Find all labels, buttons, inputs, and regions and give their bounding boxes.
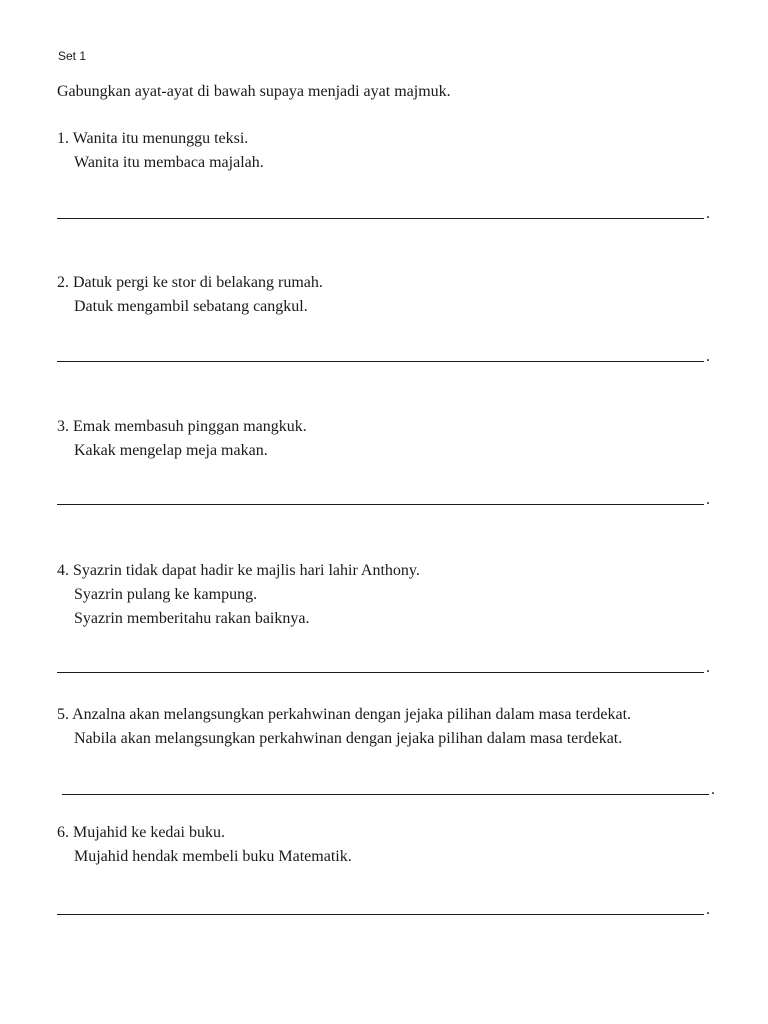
question-2: [57, 271, 323, 319]
question-line: [57, 821, 352, 845]
question-line: [57, 559, 420, 583]
question-sentence: Syazrin pulang ke kampung.: [74, 586, 258, 603]
question-sentence: Datuk mengambil sebatang cangkul.: [74, 298, 308, 315]
question-sentence: Anzalna akan melangsungkan perkahwinan dengan jejaka pilihan dalam masa terdekat.: [72, 706, 632, 723]
answer-period: .: [711, 781, 715, 798]
question-3: [57, 415, 307, 463]
answer-line-4[interactable]: [57, 654, 710, 676]
answer-period: .: [706, 901, 710, 918]
question-sentence: Nabila akan melangsungkan perkahwinan dengan jejaka pilihan dalam masa terdekat.: [74, 730, 623, 747]
question-sentence: Syazrin tidak dapat hadir ke majlis hari lahir Anthony.: [73, 562, 420, 579]
answer-underline: [57, 218, 704, 219]
answer-line-2[interactable]: [57, 343, 710, 365]
answer-underline: [57, 361, 704, 362]
instruction: Gabungkan ayat-ayat di bawah supaya menjadi ayat majmuk.: [57, 83, 451, 100]
question-sentence: Emak membasuh pinggan mangkuk.: [73, 418, 307, 435]
question-6: [57, 821, 352, 869]
answer-period: .: [706, 491, 710, 508]
question-number: 4.: [57, 562, 69, 579]
question-number: 6.: [57, 824, 69, 841]
question-number: 1.: [57, 130, 69, 147]
answer-period: .: [706, 205, 710, 222]
answer-underline: [62, 794, 709, 795]
question-line: [57, 271, 323, 295]
question-number: 3.: [57, 418, 69, 435]
answer-line-6[interactable]: [57, 896, 710, 918]
answer-line-5[interactable]: [62, 776, 715, 798]
question-4: [57, 559, 420, 631]
answer-period: .: [706, 659, 710, 676]
question-number: 5.: [57, 706, 69, 723]
question-line: [57, 415, 307, 439]
question-line: [57, 127, 264, 151]
answer-underline: [57, 504, 704, 505]
question-sentence: Mujahid ke kedai buku.: [73, 824, 225, 841]
question-sentence: Wanita itu membaca majalah.: [74, 154, 264, 171]
question-sentence: Datuk pergi ke stor di belakang rumah.: [73, 274, 323, 291]
set-label: Set 1: [58, 49, 87, 63]
answer-underline: [57, 914, 704, 915]
question-sentence: Mujahid hendak membeli buku Matematik.: [74, 848, 352, 865]
question-1: [57, 127, 264, 175]
answer-period: .: [706, 348, 710, 365]
question-sentence: Kakak mengelap meja makan.: [74, 442, 268, 459]
answer-underline: [57, 672, 704, 673]
question-sentence: Syazrin memberitahu rakan baiknya.: [74, 610, 310, 627]
question-5: [57, 703, 631, 751]
question-line: [57, 703, 631, 727]
question-number: 2.: [57, 274, 69, 291]
answer-line-3[interactable]: [57, 486, 710, 508]
question-sentence: Wanita itu menunggu teksi.: [72, 130, 249, 147]
answer-line-1[interactable]: [57, 200, 710, 222]
